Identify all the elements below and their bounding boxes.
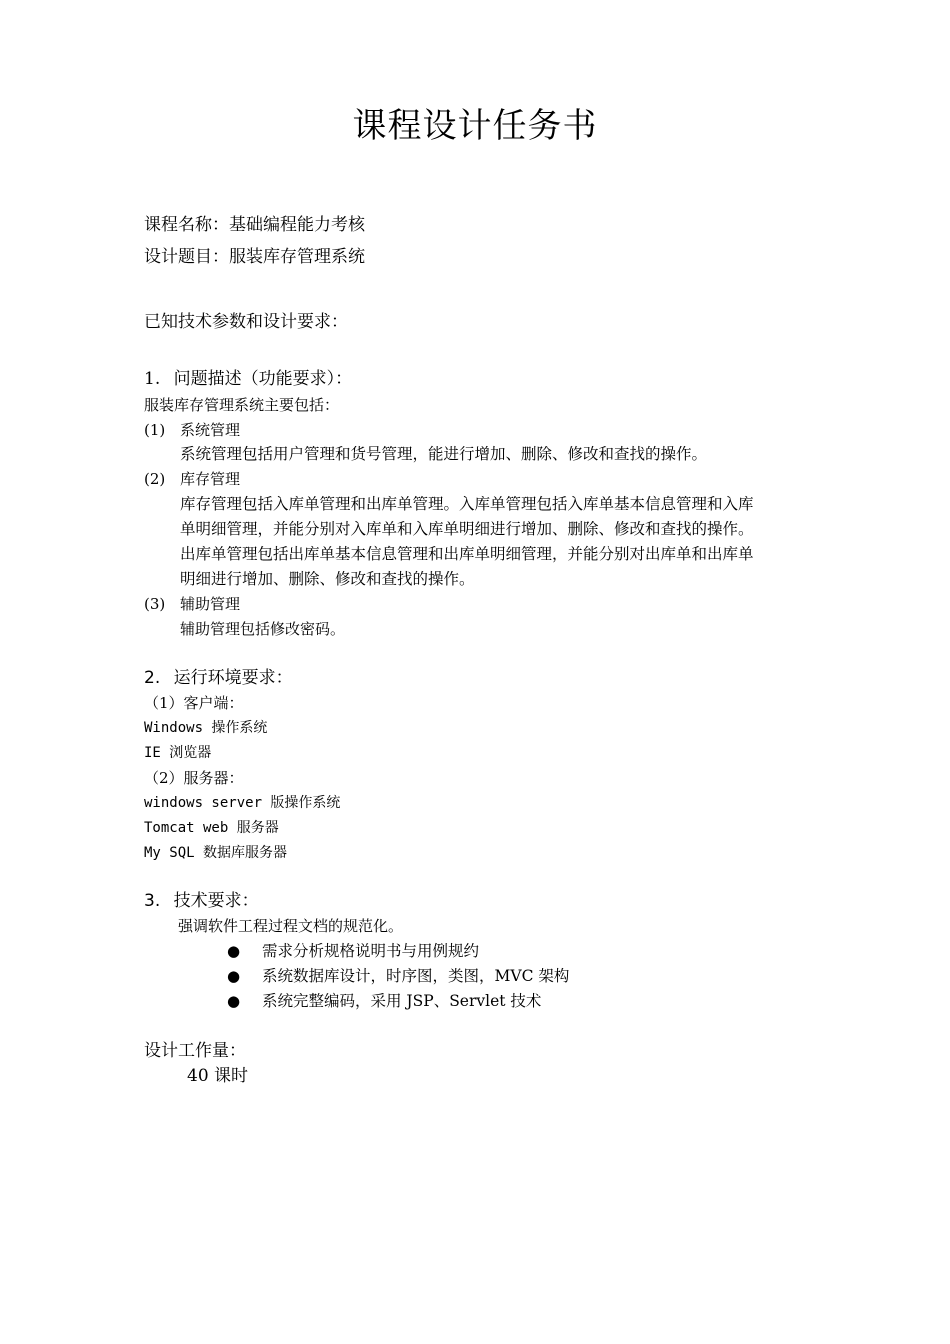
bullet-item: 系统数据库设计，时序图，类图，MVC 架构 [262,967,570,985]
section3-title: 技术要求： [173,891,259,911]
section3-number: 3. [144,891,161,911]
env-line: Tomcat web 服务器 [144,820,279,836]
workload-value: 40 课时 [187,1066,249,1086]
bullet-dot-icon: ● [227,967,241,985]
item2-line: 库存管理包括入库单管理和出库单管理。入库单管理包括入库单基本信息管理和入库 [180,495,754,513]
design-topic: 设计题目：服装库存管理系统 [144,247,365,267]
section3-intro: 强调软件工程过程文档的规范化。 [178,917,404,935]
section2-heading [144,666,293,690]
section2-title: 运行环境要求： [173,668,293,688]
bullet-dot-icon: ● [227,942,241,960]
bullet-item: 系统完整编码，采用 JSP、Servlet 技术 [262,992,542,1010]
item2-number: (2) [144,470,166,488]
item1-line: 系统管理包括用户管理和货号管理，能进行增加、删除、修改和查找的操作。 [180,445,708,463]
bullet-dot-icon: ● [227,992,241,1010]
env-line: windows server 版操作系统 [144,795,341,811]
section1-heading [144,367,352,391]
params-heading: 已知技术参数和设计要求： [144,312,348,332]
section1-number: 1. [144,369,161,389]
workload-label: 设计工作量： [144,1041,246,1061]
section3-heading [144,889,259,913]
bullet-item: 需求分析规格说明书与用例规约 [262,942,480,960]
item3-label: 辅助管理 [180,595,241,613]
item1-number: (1) [144,421,166,439]
item3-number: (3) [144,595,166,613]
item1-label: 系统管理 [180,421,241,439]
item2-line: 单明细管理，并能分别对入库单和入库单明细进行增加、删除、修改和查找的操作。 [180,520,754,538]
course-name: 课程名称：基础编程能力考核 [144,215,365,235]
section1-intro: 服装库存管理系统主要包括： [144,396,340,414]
page-title: 课程设计任务书 [352,106,598,146]
item2-line: 出库单管理包括出库单基本信息管理和出库单明细管理，并能分别对出库单和出库单 [180,545,754,563]
env-line: （2）服务器： [144,769,244,787]
item2-line: 明细进行增加、删除、修改和查找的操作。 [180,570,475,588]
env-line: IE 浏览器 [144,745,212,761]
item3-line: 辅助管理包括修改密码。 [180,620,346,638]
section2-number: 2. [144,668,161,688]
env-line: （1）客户端： [144,694,244,712]
item2-label: 库存管理 [180,470,241,488]
section1-title-suffix: （功能要求）： [241,369,353,389]
env-line: Windows 操作系统 [144,720,268,736]
env-line: My SQL 数据库服务器 [144,845,288,861]
section1-title: 问题描述 [173,369,242,389]
